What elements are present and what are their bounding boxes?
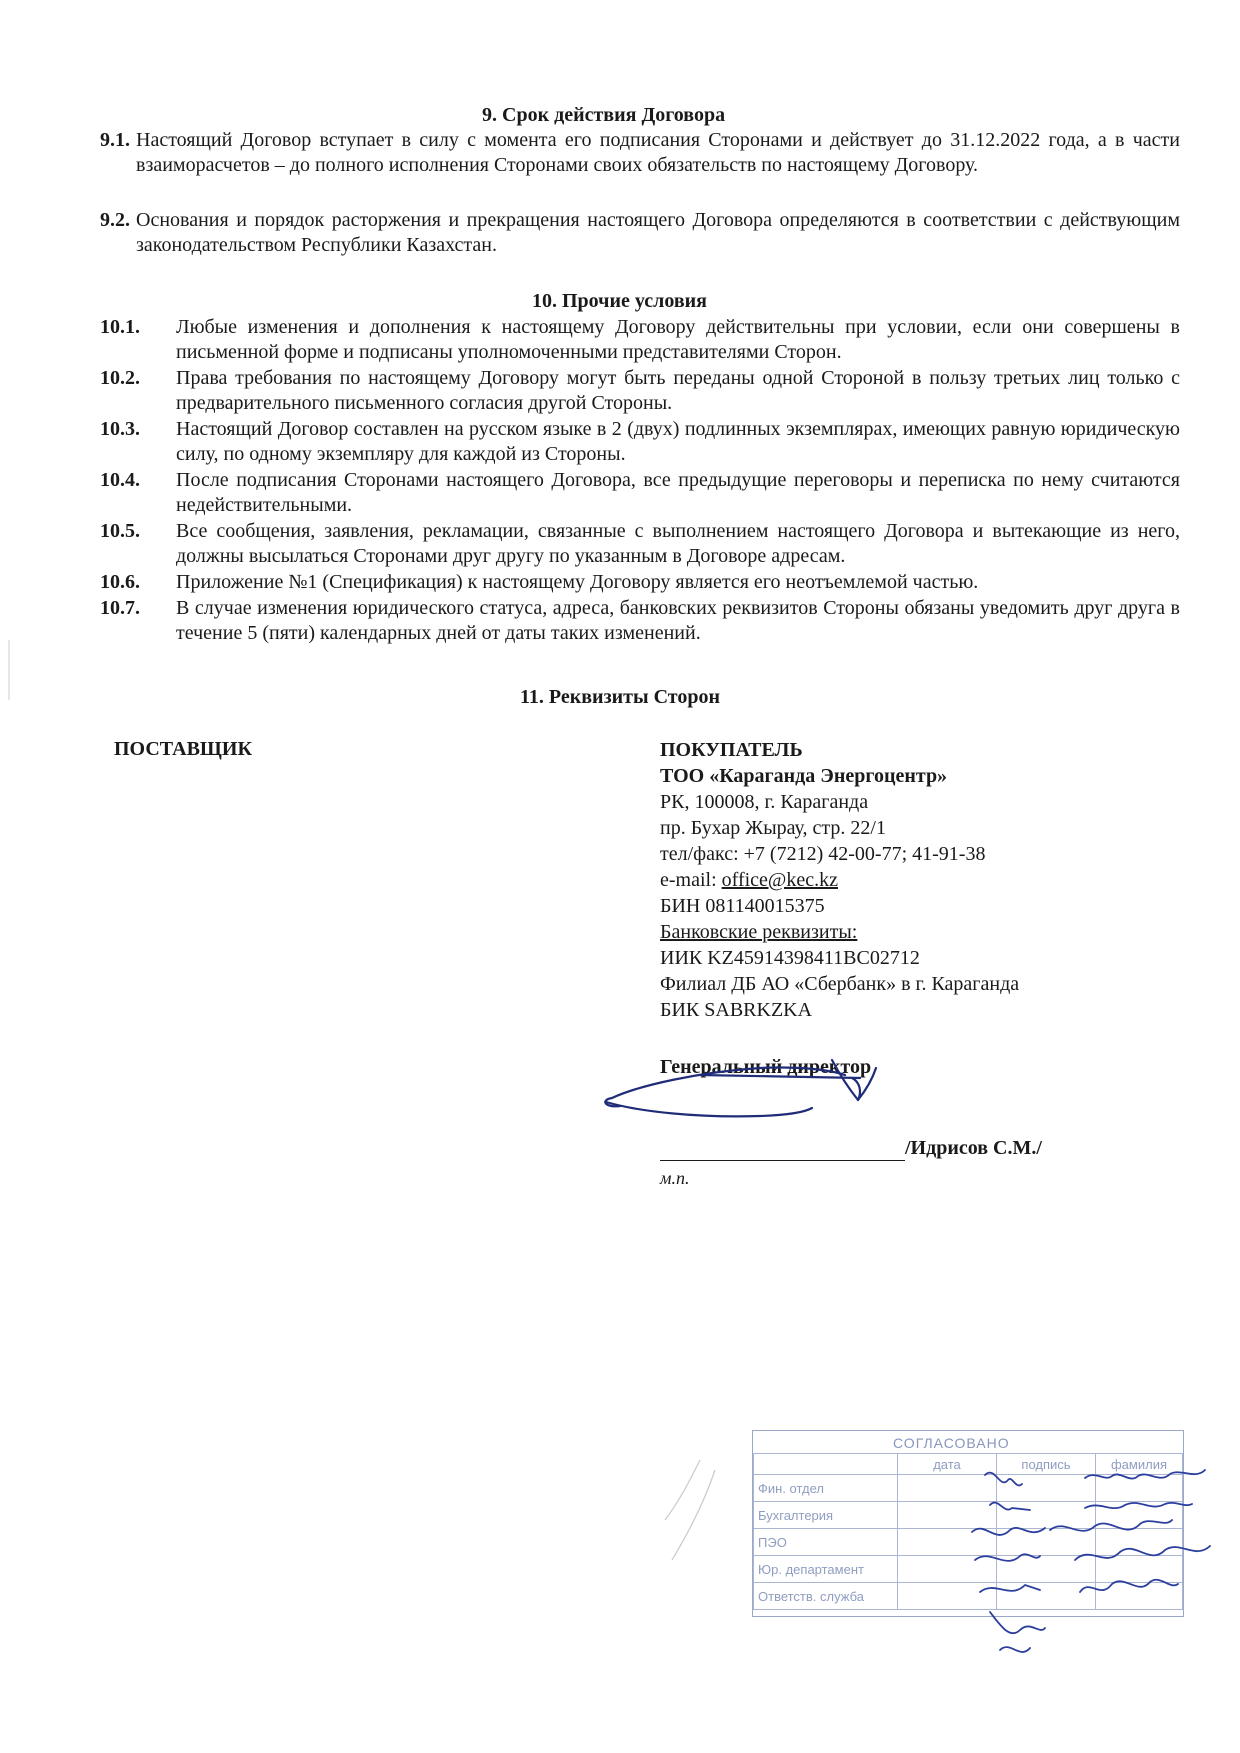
clause-number: 9.2.	[100, 209, 130, 231]
supplier-label: ПОСТАВЩИК	[114, 738, 252, 760]
signatory-position: Генеральный директор	[660, 1056, 872, 1078]
clause-text: Любые изменения и дополнения к настоящему Договору действительны при условии, если они совершены в письменной форме и подписаны уполномоченными представителями Сторон.	[176, 316, 1180, 363]
clause-text: После подписания Сторонами настоящего Договора, все предыдущие переговоры и переписка по нему считаются недействительными.	[176, 469, 1180, 516]
bank-details-label: Банковские реквизиты:	[660, 921, 858, 943]
clause-number: 10.6.	[100, 571, 140, 593]
seal-place-label: м.п.	[660, 1168, 690, 1188]
stamp-table	[753, 1453, 1183, 1610]
stamp-row-label: ПЭО	[754, 1529, 898, 1556]
section-10-heading: 10. Прочие условия	[532, 290, 707, 312]
email-prefix: e-mail:	[660, 869, 722, 891]
clause-10-6	[100, 570, 1180, 595]
stamp-row-label: Юр. департамент	[754, 1556, 898, 1583]
clause-text: Настоящий Договор вступает в силу с момента его подписания Сторонами и действует до 31.12.2022 года, а в части взаиморасчетов – до полного исполнения Сторонами своих обязательств по настоящему Договору.	[136, 129, 1180, 176]
approval-stamp	[752, 1430, 1184, 1617]
clause-10-2	[100, 366, 1180, 416]
clause-text: Основания и порядок расторжения и прекращения настоящего Договора определяются в соответствии с действующим законодательством Республики Казахстан.	[136, 209, 1180, 256]
buyer-company: ТОО «Караганда Энергоцентр»	[660, 765, 948, 787]
clause-text: Права требования по настоящему Договору могут быть переданы одной Стороной в пользу третьих лиц только с предварительного письменного согласия другой Стороны.	[176, 367, 1180, 414]
clause-10-1	[100, 315, 1180, 365]
buyer-address-line1: РК, 100008, г. Караганда	[660, 791, 869, 813]
clause-number: 10.3.	[100, 418, 140, 440]
stamp-title: СОГЛАСОВАНО	[893, 1435, 1010, 1451]
stamp-col-header: дата	[898, 1454, 997, 1475]
clause-9-2	[100, 208, 1180, 258]
stamp-col-header: подпись	[997, 1454, 1096, 1475]
buyer-address-line2: пр. Бухар Жырау, стр. 22/1	[660, 817, 886, 839]
clause-10-4	[100, 468, 1180, 518]
clause-text: Настоящий Договор составлен на русском языке в 2 (двух) подлинных экземплярах, имеющих равную юридическую силу, по одному экземпляру для каждой из Стороны.	[176, 418, 1180, 465]
clause-number: 10.2.	[100, 367, 140, 389]
stamp-row	[754, 1529, 1183, 1556]
clause-text: В случае изменения юридического статуса, адреса, банковских реквизитов Стороны обязаны уведомить друг друга в течение 5 (пяти) календарных дней от даты таких изменений.	[176, 597, 1180, 644]
section-9-heading: 9. Срок действия Договора	[482, 104, 726, 126]
clause-number: 10.1.	[100, 316, 140, 338]
stamp-row	[754, 1556, 1183, 1583]
clause-text: Приложение №1 (Спецификация) к настоящему Договору является его неотъемлемой частью.	[176, 571, 979, 593]
buyer-iik: ИИК KZ45914398411BC02712	[660, 947, 920, 969]
signature-line	[660, 1142, 905, 1161]
buyer-bank: Филиал ДБ АО «Сбербанк» в г. Караганда	[660, 973, 1020, 995]
stamp-col-header	[754, 1454, 898, 1475]
clause-number: 10.5.	[100, 520, 140, 542]
clause-10-5	[100, 519, 1180, 569]
stamp-row-label: Бухгалтерия	[754, 1502, 898, 1529]
buyer-bin: БИН 081140015375	[660, 895, 825, 917]
stamp-header-row	[754, 1454, 1183, 1475]
section-11-heading: 11. Реквизиты Сторон	[520, 686, 720, 708]
clause-10-7	[100, 596, 1180, 646]
stamp-row	[754, 1583, 1183, 1610]
stamp-row	[754, 1502, 1183, 1529]
faint-pencil-marks	[665, 1460, 715, 1560]
clause-text: Все сообщения, заявления, рекламации, связанные с выполнением настоящего Договора и вытекающие из него, должны высылаться Сторонами друг другу по указанным в Договоре адресам.	[176, 520, 1180, 567]
stamp-row	[754, 1475, 1183, 1502]
scan-edge-mark	[8, 640, 10, 700]
buyer-bik: БИК SABRKZKA	[660, 999, 813, 1021]
clause-9-1	[100, 128, 1180, 203]
stamp-col-header: фамилия	[1096, 1454, 1183, 1475]
stamp-row-label: Ответств. служба	[754, 1583, 898, 1610]
clause-number: 10.4.	[100, 469, 140, 491]
buyer-phone: тел/факс: +7 (7212) 42-00-77; 41-91-38	[660, 843, 986, 865]
buyer-email-row	[660, 868, 838, 893]
email-link[interactable]: office@kec.kz	[721, 869, 838, 891]
signatory-name: /Идрисов С.М./	[905, 1137, 1042, 1159]
buyer-label: ПОКУПАТЕЛЬ	[660, 739, 803, 761]
clause-number: 10.7.	[100, 597, 140, 619]
clause-10-3	[100, 417, 1180, 467]
clause-number: 9.1.	[100, 129, 130, 151]
stamp-row-label: Фин. отдел	[754, 1475, 898, 1502]
